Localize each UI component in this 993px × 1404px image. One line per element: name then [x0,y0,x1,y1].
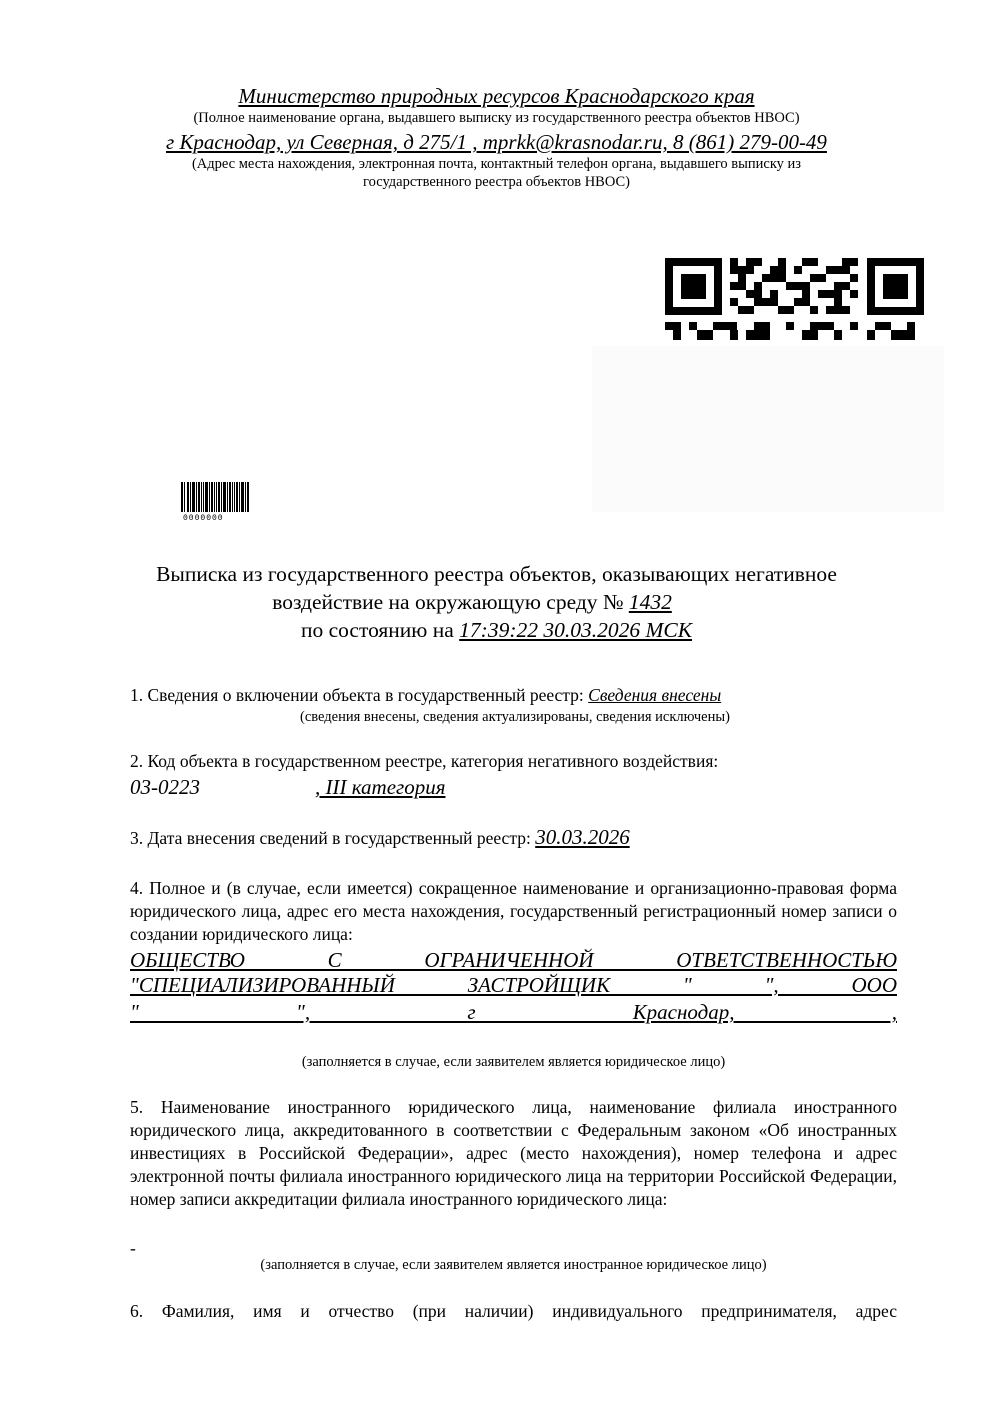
object-code: 03-0223 [130,775,200,799]
section-3-value: 30.03.2026 [535,825,630,849]
section-5-label: 5. Наименование иностранного юридического лица, наименование филиала иностранного юридического лица, аккредитованного в соответствии с Федеральным законом «Об иностранных инвестициях в Российской Федерации», адрес (место нахождения), номер телефона и адрес электронной почты филиала иностранного юридического лица на территории Российской Федерации, номер записи аккредитации филиала иностранного юридического лица: [130,1097,897,1209]
section-3 [130,824,897,850]
document-title [0,560,993,644]
signature-stamp-area [592,346,944,512]
section-4-caption: (заполняется в случае, если заявителем является юридическое лицо) [301,1054,726,1070]
status-timestamp: 17:39:22 30.03.2026 МСК [459,618,693,642]
section-3-label: 3. Дата внесения сведений в государственный реестр: [130,828,531,848]
section-2-value [130,774,897,800]
title-line1: Выписка из государственного реестра объектов, оказывающих негативное [156,562,837,586]
section-6-label: 6. Фамилия, имя и отчество (при наличии) индивидуального предпринимателя, адрес [130,1301,897,1321]
title-line2-text: воздействие на окружающую среду № [272,590,624,614]
section-2-label: 2. Код объекта в государственном реестре, категория негативного воздействия: [130,751,719,771]
object-category: , III категория [315,775,446,799]
section-4-value-line1: ОБЩЕСТВО С ОГРАНИЧЕННОЙ ОТВЕТСТВЕННОСТЬЮ [130,948,897,972]
registry-number: 1432 [628,590,672,614]
issuing-authority-caption: (Полное наименование органа, выдавшего выписку из государственного реестра объектов НВОС) [193,110,800,126]
address-caption [0,155,993,191]
section-5-value: - [130,1238,136,1258]
section-1-label: 1. Сведения о включении объекта в государственный реестр: [130,685,584,705]
section-5-caption: (заполняется в случае, если заявителем является иностранное юридическое лицо) [260,1257,767,1273]
address-caption-line2: государственного реестра объектов НВОС) [363,174,630,190]
issuing-authority-name: Министерство природных ресурсов Краснодарского края [238,84,755,108]
section-1 [130,684,897,707]
section-1-value: Сведения внесены [588,685,722,705]
barcode-image [181,482,249,512]
section-4-value-line3: " ", г Краснодар, , [130,1000,897,1024]
section-4-label: 4. Полное и (в случае, если имеется) сокращенное наименование и организационно-правовая форма юридического лица, адрес его места нахождения, государственный регистрационный номер записи о создании юридического лица: [130,878,897,944]
issuing-authority-address: г Краснодар, ул Северная, д 275/1 , mprkk@krasnodar.ru, 8 (861) 279-00-49 [166,130,827,154]
barcode-number: 0000000 [183,514,224,523]
title-line2 [0,588,993,616]
section-1-caption: (сведения внесены, сведения актуализированы, сведения исключены) [300,709,730,725]
qr-code-image [665,258,924,340]
title-line3 [0,616,993,644]
title-line3-text: по состоянию на [300,618,454,642]
section-4-value-line2: "СПЕЦИАЛИЗИРОВАННЫЙ ЗАСТРОЙЩИК " ", ООО [130,973,897,997]
address-caption-line1: (Адрес места нахождения, электронная почта, контактный телефон органа, выдавшего выписку из [191,156,802,172]
